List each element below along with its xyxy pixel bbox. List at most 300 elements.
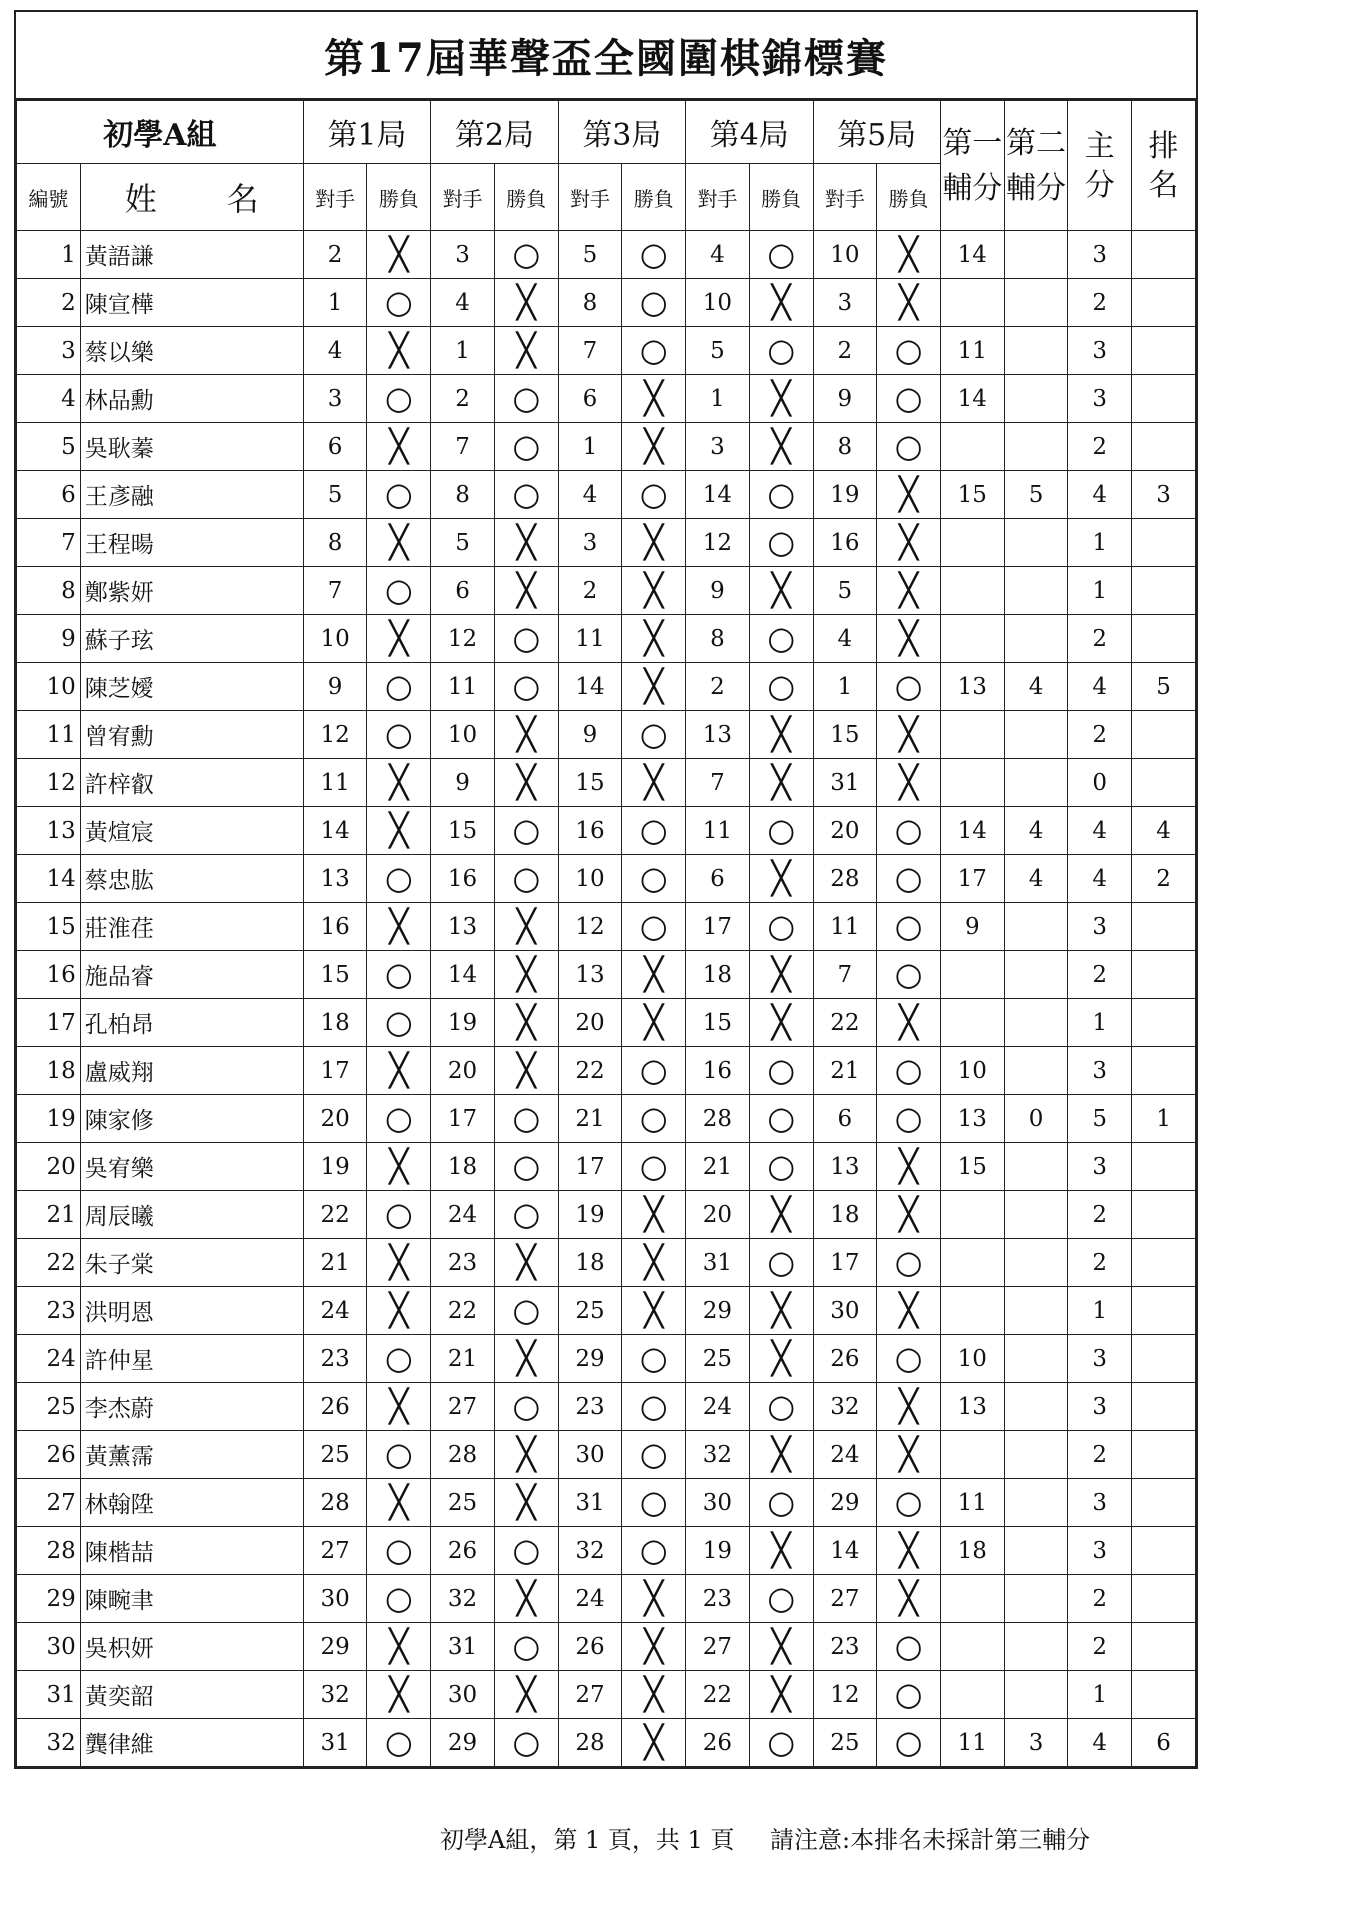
round-1-opponent — [303, 375, 367, 423]
player-row — [17, 327, 1196, 375]
round-3-opponent-text: 9 — [582, 721, 598, 748]
aux2-score — [1004, 519, 1068, 567]
round-1-result-mark-text: ○ — [384, 1531, 413, 1569]
round-1-opponent-text: 9 — [327, 673, 343, 700]
round-2-opponent — [431, 1383, 495, 1431]
round-4-result-mark — [749, 1191, 813, 1239]
aux2-score — [1004, 471, 1068, 519]
round-2-result-mark — [494, 1143, 558, 1191]
main-score-text: 1 — [1092, 529, 1108, 556]
round-3-opponent-text: 32 — [575, 1537, 605, 1564]
player-name-text: 蔡以樂 — [84, 340, 154, 366]
round-5-opponent-text: 11 — [830, 913, 860, 940]
player-name-text: 許仲星 — [84, 1348, 154, 1374]
player-name — [80, 567, 303, 615]
player-name-text: 王程暘 — [84, 532, 154, 558]
player-name-text: 吳耿蓁 — [84, 436, 154, 462]
round-3-opponent-text: 21 — [575, 1105, 605, 1132]
main-score-text: 2 — [1092, 1441, 1108, 1468]
round-4-opponent-text: 18 — [702, 961, 733, 988]
main-score — [1068, 1239, 1132, 1287]
round-5-opponent — [813, 903, 877, 951]
aux1-score — [940, 807, 1004, 855]
round-2-result-mark-text: ○ — [512, 1531, 541, 1569]
round-1-opponent-text: 13 — [320, 865, 350, 892]
player-name — [80, 519, 303, 567]
round-4-opponent — [686, 807, 750, 855]
player-name — [80, 1143, 303, 1191]
round-4-result-mark — [749, 279, 813, 327]
round-2-result-mark-text: ╳ — [516, 1579, 536, 1617]
round-3-opponent — [558, 1335, 622, 1383]
round-5-opponent-text: 17 — [830, 1249, 860, 1276]
round-2-result-mark — [494, 1527, 558, 1575]
aux1-score-text: 17 — [957, 865, 987, 892]
round-1-result-mark — [367, 1623, 431, 1671]
round-3-opponent-text: 8 — [582, 289, 598, 316]
player-number-text: 21 — [46, 1201, 76, 1228]
round-1-opponent — [303, 759, 367, 807]
aux1-score — [940, 1671, 1004, 1719]
round-3-result-mark — [622, 1527, 686, 1575]
result-header: 勝負 — [877, 164, 941, 231]
main-score-text: 3 — [1092, 1345, 1108, 1372]
rank-value — [1132, 567, 1196, 615]
round-2-result-mark-text: ○ — [512, 427, 541, 465]
round-5-result-mark-text: ○ — [894, 1675, 923, 1713]
round-1-result-mark — [367, 711, 431, 759]
header-row-rounds — [17, 101, 1196, 164]
aux1-score-text: 14 — [957, 817, 987, 844]
round-5-opponent-text: 22 — [830, 1009, 860, 1036]
round-5-result-mark-text: ╳ — [898, 619, 919, 657]
player-number — [17, 1287, 81, 1335]
player-number — [17, 327, 81, 375]
round-3-result-mark — [622, 1575, 686, 1623]
aux2-score — [1004, 1479, 1068, 1527]
main-score — [1068, 1143, 1132, 1191]
opp-header: 對手 — [686, 164, 750, 231]
aux1-score — [940, 1191, 1004, 1239]
round-2-result-mark-text: ○ — [512, 1723, 541, 1761]
round-2-result-mark — [494, 1719, 558, 1767]
player-number-text: 3 — [61, 337, 76, 364]
player-row — [17, 1431, 1196, 1479]
round-3-opponent — [558, 1239, 622, 1287]
round-1-result-mark — [367, 1335, 431, 1383]
aux1-score-text: 10 — [957, 1057, 987, 1084]
round-4-result-mark-text: ╳ — [771, 1291, 791, 1329]
round-3-result-mark-text: ╳ — [644, 1723, 664, 1761]
round-5-result-mark-text: ╳ — [898, 1579, 919, 1617]
round-3-opponent-text: 6 — [582, 385, 598, 412]
round-5-opponent-text: 26 — [830, 1345, 860, 1372]
main-score-text: 2 — [1092, 1249, 1108, 1276]
player-row — [17, 1479, 1196, 1527]
round-1-result-mark-text: ○ — [384, 859, 413, 897]
round-5-opponent — [813, 1143, 877, 1191]
round-5-opponent-text: 30 — [830, 1297, 860, 1324]
round-5-result-mark — [877, 1527, 941, 1575]
rank-value — [1132, 1239, 1196, 1287]
round-2-opponent — [431, 903, 495, 951]
round-4-result-mark-text: ○ — [767, 1723, 796, 1761]
round-5-opponent-text: 31 — [830, 769, 860, 796]
player-number-text: 14 — [46, 865, 76, 892]
rank-value — [1132, 1479, 1196, 1527]
player-name-text: 鄭紫妍 — [84, 580, 154, 606]
round-1-opponent-text: 5 — [327, 481, 343, 508]
player-row — [17, 1095, 1196, 1143]
rank-value — [1132, 1047, 1196, 1095]
round-5-opponent — [813, 1575, 877, 1623]
round-5-result-mark — [877, 1431, 941, 1479]
player-number — [17, 1575, 81, 1623]
round-3-result-mark-text: ╳ — [644, 523, 664, 561]
round-4-result-mark-text: ╳ — [771, 1627, 791, 1665]
round-5-opponent-text: 15 — [830, 721, 860, 748]
aux1-score-text: 13 — [957, 1105, 987, 1132]
round-1-opponent-text: 12 — [320, 721, 350, 748]
main-score — [1068, 711, 1132, 759]
round-5-result-mark-text: ╳ — [898, 763, 919, 801]
round-1-result-mark-text: ╳ — [389, 1675, 409, 1713]
round-3-result-mark — [622, 1287, 686, 1335]
player-name — [80, 759, 303, 807]
round-4-opponent — [686, 1719, 750, 1767]
round-1-opponent-text: 27 — [320, 1537, 350, 1564]
round-3-result-mark-text: ○ — [639, 859, 668, 897]
round-4-opponent-text: 17 — [702, 913, 733, 940]
round-2-opponent-text: 25 — [447, 1489, 478, 1516]
aux2-score — [1004, 1047, 1068, 1095]
round-3-result-mark — [622, 471, 686, 519]
main-score — [1068, 807, 1132, 855]
round-1-result-mark-text: ╳ — [389, 1243, 409, 1281]
round-3-opponent — [558, 999, 622, 1047]
player-row — [17, 951, 1196, 999]
round-3-result-mark-text: ╳ — [644, 1003, 664, 1041]
round-2-opponent — [431, 615, 495, 663]
round-1-result-mark — [367, 567, 431, 615]
round-4-opponent-text: 26 — [702, 1729, 733, 1756]
player-number-text: 31 — [46, 1681, 76, 1708]
round-4-result-mark — [749, 1575, 813, 1623]
round-1-result-mark — [367, 903, 431, 951]
round-4-opponent — [686, 615, 750, 663]
round-2-result-mark — [494, 663, 558, 711]
round-3-result-mark-text: ○ — [639, 283, 668, 321]
round-3-opponent — [558, 1047, 622, 1095]
round-2-opponent-text: 18 — [447, 1153, 478, 1180]
rank-value — [1132, 855, 1196, 903]
round-2-result-mark — [494, 1479, 558, 1527]
round-4-result-mark — [749, 1719, 813, 1767]
round-1-opponent-text: 1 — [327, 289, 343, 316]
player-name-text: 林品勳 — [84, 388, 154, 414]
round-5-result-mark — [877, 1575, 941, 1623]
main-score-text: 1 — [1092, 1009, 1108, 1036]
round-5-result-mark — [877, 1623, 941, 1671]
player-number — [17, 1623, 81, 1671]
round-3-result-mark — [622, 951, 686, 999]
round-4-opponent — [686, 1335, 750, 1383]
player-number — [17, 711, 81, 759]
round-1-result-mark-text: ╳ — [389, 331, 409, 369]
round-1-opponent — [303, 1095, 367, 1143]
round-2-result-mark — [494, 1239, 558, 1287]
rank-value — [1132, 1383, 1196, 1431]
aux2-score — [1004, 567, 1068, 615]
round-4-result-mark — [749, 1479, 813, 1527]
round-4-opponent — [686, 423, 750, 471]
player-number — [17, 375, 81, 423]
aux1-header-line2: 輔分 — [942, 170, 1003, 206]
round-2-opponent — [431, 1623, 495, 1671]
round-1-opponent — [303, 1479, 367, 1527]
round-2-opponent-text: 24 — [447, 1201, 478, 1228]
round-2-opponent-text: 30 — [447, 1681, 478, 1708]
round-4-result-mark — [749, 615, 813, 663]
aux1-score — [940, 1047, 1004, 1095]
aux2-score — [1004, 1719, 1068, 1767]
aux1-score — [940, 615, 1004, 663]
round-4-result-mark — [749, 903, 813, 951]
result-header: 勝負 — [622, 164, 686, 231]
round-3-result-mark — [622, 1047, 686, 1095]
name-header — [80, 164, 303, 231]
round-1-opponent-text: 22 — [320, 1201, 350, 1228]
round-4-opponent — [686, 567, 750, 615]
player-number — [17, 423, 81, 471]
round-2-opponent-text: 28 — [447, 1441, 478, 1468]
aux1-score — [940, 759, 1004, 807]
round-5-result-mark-text: ╳ — [898, 1387, 919, 1425]
round-4-opponent-text: 9 — [710, 577, 725, 604]
round-4-opponent-text: 7 — [710, 769, 725, 796]
round-1-opponent — [303, 1191, 367, 1239]
aux1-score — [940, 375, 1004, 423]
rank-value-text: 5 — [1156, 673, 1171, 700]
round-4-opponent — [686, 1191, 750, 1239]
round-4-result-mark-text: ○ — [767, 523, 796, 561]
round-1-opponent — [303, 1047, 367, 1095]
round-1-opponent — [303, 567, 367, 615]
player-row — [17, 903, 1196, 951]
round-5-result-mark-text: ○ — [894, 1339, 923, 1377]
round-1-result-mark — [367, 615, 431, 663]
round-3-opponent-text: 19 — [575, 1201, 605, 1228]
player-name-text: 許梓叡 — [84, 772, 154, 798]
aux1-score — [940, 711, 1004, 759]
round-1-result-mark-text: ╳ — [389, 811, 409, 849]
main-score-text: 3 — [1092, 1153, 1108, 1180]
round-5-result-mark-text: ╳ — [898, 283, 919, 321]
rank-value — [1132, 615, 1196, 663]
round-2-result-mark-text: ○ — [512, 1627, 541, 1665]
opp-header: 對手 — [558, 164, 622, 231]
main-score — [1068, 471, 1132, 519]
round-5-result-mark — [877, 1719, 941, 1767]
round-4-opponent-text: 22 — [702, 1681, 733, 1708]
round-3-opponent — [558, 1479, 622, 1527]
player-number-text: 30 — [46, 1633, 76, 1660]
player-number — [17, 1239, 81, 1287]
round-1-result-mark-text: ○ — [384, 475, 413, 513]
main-score — [1068, 951, 1132, 999]
player-number — [17, 567, 81, 615]
round-3-result-mark-text: ○ — [639, 1339, 668, 1377]
round-4-opponent — [686, 1623, 750, 1671]
round-3-result-mark — [622, 1191, 686, 1239]
player-name-text: 龔律維 — [84, 1732, 154, 1758]
round-3-opponent — [558, 615, 622, 663]
round-3-opponent-text: 25 — [575, 1297, 605, 1324]
player-name-text: 黃煊宸 — [84, 820, 154, 846]
round-1-opponent-text: 21 — [320, 1249, 350, 1276]
round-1-header: 第1局 — [303, 101, 430, 164]
aux2-score — [1004, 1287, 1068, 1335]
aux1-header — [940, 101, 1004, 231]
aux2-header-line2: 輔分 — [1006, 170, 1067, 206]
aux2-score — [1004, 375, 1068, 423]
round-5-result-mark — [877, 1479, 941, 1527]
round-3-result-mark — [622, 999, 686, 1047]
main-score-text: 3 — [1092, 1057, 1108, 1084]
round-4-opponent — [686, 951, 750, 999]
round-2-result-mark-text: ╳ — [516, 1003, 536, 1041]
round-5-opponent-text: 9 — [837, 385, 853, 412]
aux1-score — [940, 471, 1004, 519]
round-5-opponent-text: 4 — [837, 625, 853, 652]
round-3-result-mark-text: ○ — [639, 1099, 668, 1137]
player-number-text: 9 — [61, 625, 76, 652]
rank-header — [1132, 101, 1196, 231]
round-4-result-mark — [749, 1383, 813, 1431]
aux2-score — [1004, 279, 1068, 327]
round-2-result-mark-text: ╳ — [516, 523, 536, 561]
round-4-opponent — [686, 999, 750, 1047]
round-2-opponent — [431, 231, 495, 279]
player-row — [17, 471, 1196, 519]
round-5-opponent-text: 24 — [830, 1441, 860, 1468]
round-1-opponent — [303, 423, 367, 471]
round-1-opponent — [303, 663, 367, 711]
round-1-result-mark-text: ╳ — [389, 1387, 409, 1425]
opp-header: 對手 — [813, 164, 877, 231]
round-1-opponent — [303, 711, 367, 759]
round-5-result-mark — [877, 855, 941, 903]
player-row — [17, 519, 1196, 567]
main-score-text: 3 — [1092, 1537, 1108, 1564]
rank-header-line2: 名 — [1148, 167, 1179, 203]
round-2-result-mark-text: ○ — [512, 619, 541, 657]
round-1-result-mark — [367, 1143, 431, 1191]
round-1-result-mark — [367, 519, 431, 567]
aux2-score — [1004, 423, 1068, 471]
aux1-score — [940, 1527, 1004, 1575]
main-score — [1068, 327, 1132, 375]
main-score-text: 1 — [1092, 1681, 1108, 1708]
round-2-result-mark-text: ○ — [512, 1147, 541, 1185]
rank-value — [1132, 663, 1196, 711]
round-2-result-mark-text: ○ — [512, 811, 541, 849]
round-5-result-mark — [877, 1335, 941, 1383]
main-score — [1068, 1191, 1132, 1239]
round-2-opponent — [431, 1335, 495, 1383]
round-2-result-mark — [494, 1095, 558, 1143]
round-1-opponent — [303, 1527, 367, 1575]
round-4-result-mark — [749, 999, 813, 1047]
round-5-opponent — [813, 1479, 877, 1527]
round-1-opponent — [303, 1335, 367, 1383]
round-1-opponent — [303, 807, 367, 855]
round-1-opponent — [303, 471, 367, 519]
player-row — [17, 807, 1196, 855]
round-2-opponent — [431, 1047, 495, 1095]
player-number-text: 15 — [46, 913, 76, 940]
player-name-text: 周辰曦 — [84, 1204, 154, 1230]
aux1-score — [940, 231, 1004, 279]
round-2-opponent-text: 29 — [447, 1729, 478, 1756]
round-2-opponent-text: 27 — [447, 1393, 478, 1420]
round-3-result-mark — [622, 1335, 686, 1383]
round-3-opponent — [558, 1143, 622, 1191]
round-5-opponent-text: 25 — [830, 1729, 860, 1756]
results-table — [16, 100, 1196, 1767]
round-2-result-mark-text: ╳ — [516, 715, 536, 753]
player-name — [80, 1335, 303, 1383]
player-name-text: 蔡忠肱 — [84, 868, 154, 894]
player-row — [17, 615, 1196, 663]
rank-value — [1132, 1623, 1196, 1671]
round-2-result-mark — [494, 375, 558, 423]
round-3-result-mark-text: ○ — [639, 1147, 668, 1185]
round-2-result-mark-text: ○ — [512, 235, 541, 273]
main-score-text: 4 — [1092, 865, 1108, 892]
round-3-result-mark — [622, 1143, 686, 1191]
round-2-opponent-text: 16 — [447, 865, 478, 892]
round-4-result-mark — [749, 1047, 813, 1095]
round-4-result-mark-text: ╳ — [771, 379, 791, 417]
round-5-result-mark — [877, 519, 941, 567]
main-header-line2: 分 — [1084, 167, 1115, 203]
player-name — [80, 951, 303, 999]
round-3-result-mark — [622, 1719, 686, 1767]
player-name-text: 吳宥樂 — [84, 1156, 154, 1182]
aux2-score-text: 4 — [1028, 865, 1044, 892]
round-5-result-mark-text: ╳ — [898, 1195, 919, 1233]
round-4-opponent-text: 28 — [702, 1105, 733, 1132]
round-5-result-mark-text: ○ — [894, 667, 923, 705]
player-name — [80, 999, 303, 1047]
player-name — [80, 807, 303, 855]
player-row — [17, 1335, 1196, 1383]
round-2-result-mark-text: ╳ — [516, 1435, 536, 1473]
round-4-result-mark-text: ○ — [767, 619, 796, 657]
round-3-opponent — [558, 279, 622, 327]
player-name — [80, 1719, 303, 1767]
aux2-score — [1004, 999, 1068, 1047]
aux1-score-text: 18 — [957, 1537, 987, 1564]
round-2-opponent — [431, 807, 495, 855]
aux2-header — [1004, 101, 1068, 231]
round-1-result-mark-text: ○ — [384, 283, 413, 321]
round-1-result-mark — [367, 1191, 431, 1239]
player-number — [17, 807, 81, 855]
player-name — [80, 1623, 303, 1671]
round-1-result-mark — [367, 951, 431, 999]
